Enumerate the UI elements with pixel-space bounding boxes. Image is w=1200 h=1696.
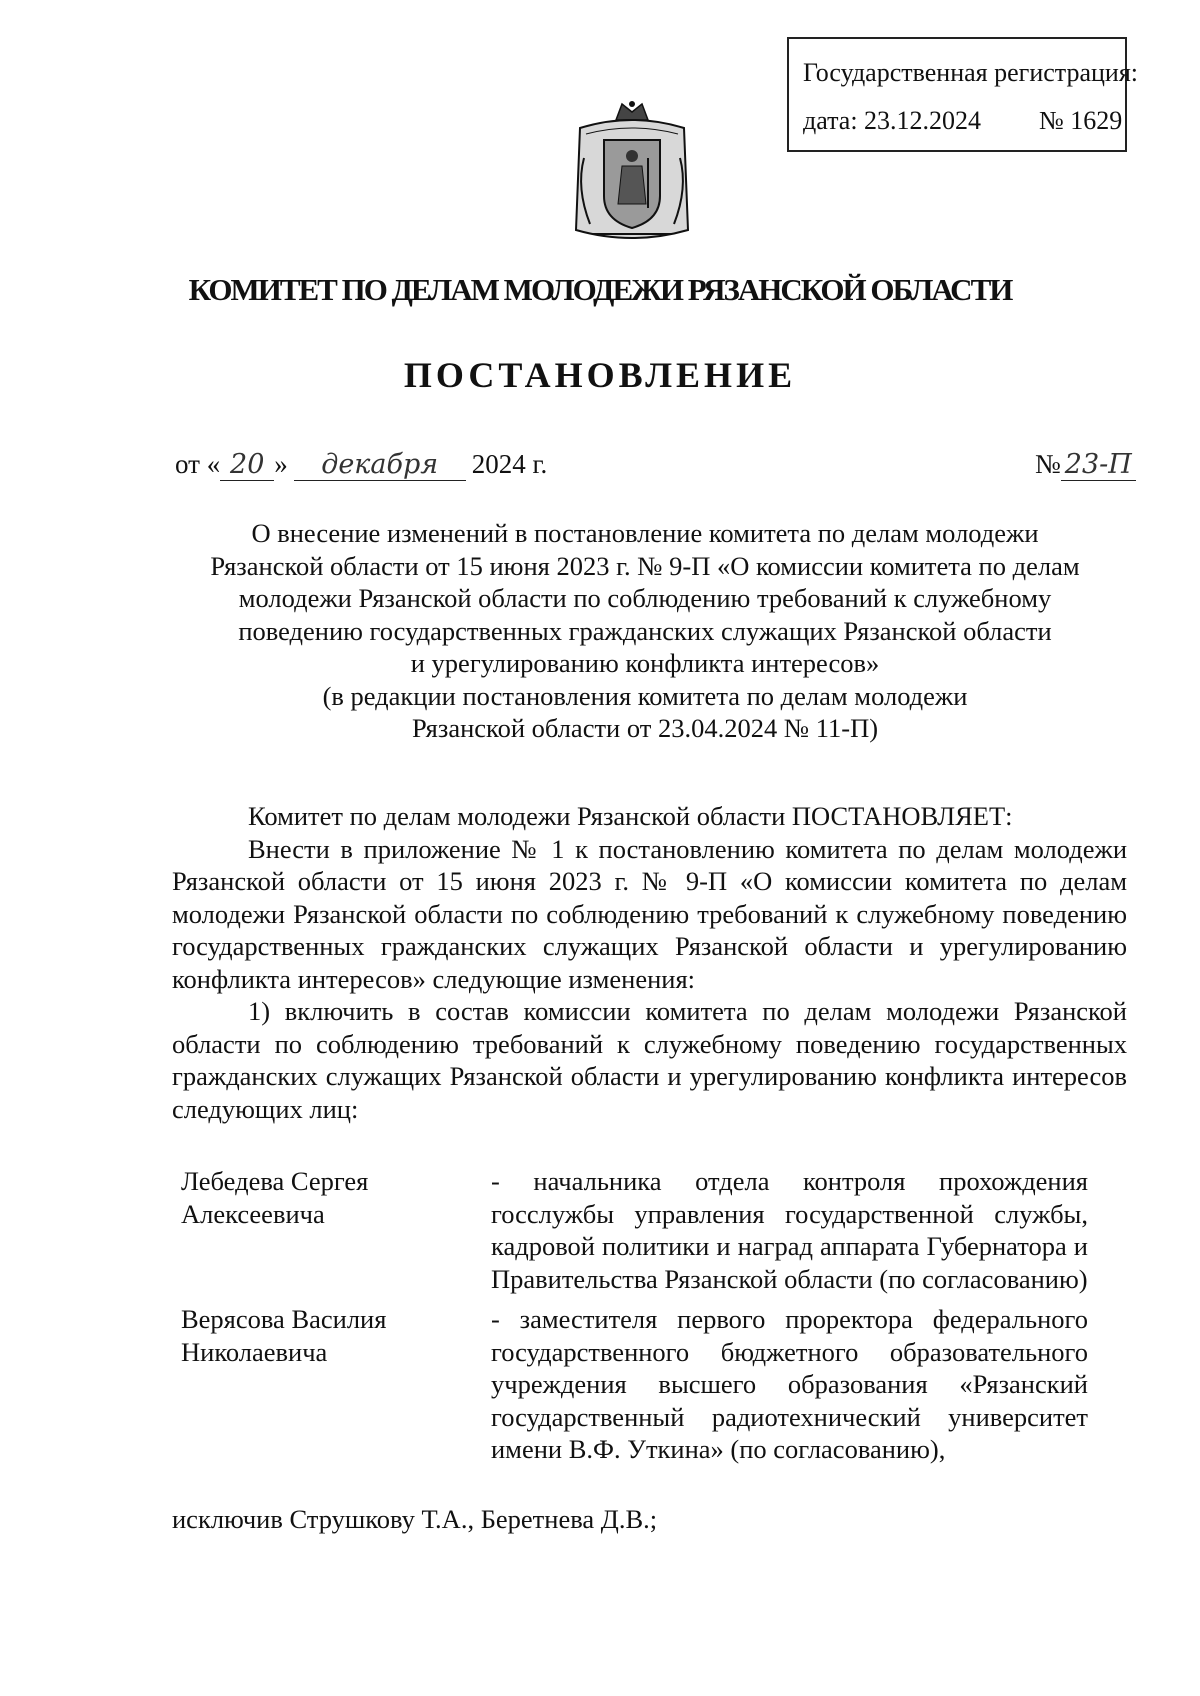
registration-number: № 1629: [1039, 106, 1123, 135]
number-prefix: №: [1035, 449, 1061, 479]
document-date: [175, 449, 547, 481]
member-entry: [181, 1165, 1127, 1295]
subject-line: и урегулированию конфликта интересов»: [410, 648, 880, 678]
date-prefix: от «: [175, 449, 221, 479]
intro-paragraph: Внести в приложение № 1 к постановлению комитета по делам молодежи Рязанской области от 15 июня 2023 г. № 9-П «О комиссии комитета по делам молодежи Рязанской области по соблюдению требований к служебному поведению государственных гражданских служащих Рязанской области и урегулированию конфликта интересов» следующие изменения:: [172, 833, 1127, 994]
ryazan-coat-of-arms-icon: [566, 98, 698, 248]
document-subject: [160, 517, 1130, 745]
member-name: [181, 1165, 481, 1295]
member-name-line: Лебедева Сергея: [181, 1166, 369, 1196]
member-entry: [181, 1303, 1127, 1466]
document-body: [172, 800, 1127, 1125]
member-name-line: Алексеевича: [181, 1198, 325, 1229]
registration-stamp: [787, 37, 1139, 152]
subject-line: Рязанской области от 23.04.2024 № 11-П): [411, 713, 879, 743]
members-list: [181, 1165, 1127, 1466]
date-day: 20: [220, 449, 274, 481]
document-number: [1035, 449, 1136, 481]
member-role: - заместителя первого проректора федерального государственного бюджетного образовательного учреждения высшего образования «Рязанский государственный радиотехнический университет имени В.Ф. Уткина» (по согласованию),: [491, 1304, 1088, 1464]
document-type: ПОСТАНОВЛЕНИЕ: [403, 355, 797, 395]
committee-name: КОМИТЕТ ПО ДЕЛАМ МОЛОДЕЖИ РЯЗАНСКОЙ ОБЛАСТИ: [188, 272, 1012, 307]
closing-line: исключив Струшкову Т.А., Беретнева Д.В.;: [172, 1504, 658, 1534]
resolves-line: Комитет по делам молодежи Рязанской области ПОСТАНОВЛЯЕТ:: [248, 801, 1013, 831]
date-mid: »: [274, 449, 288, 479]
subject-line: О внесение изменений в постановление комитета по делам молодежи: [251, 518, 1039, 548]
number-value: 23-П: [1061, 449, 1136, 481]
subject-line: поведению государственных гражданских служащих Рязанской области: [238, 615, 1052, 646]
date-month: декабря: [294, 449, 466, 481]
registration-date: дата: 23.12.2024: [803, 106, 982, 135]
item-1-paragraph: 1) включить в состав комиссии комитета по делам молодежи Рязанской области по соблюдению требований к служебному поведению государственных гражданских служащих Рязанской области и урегулированию конфликта интересов следующих лиц:: [172, 996, 1127, 1124]
subject-line: молодежи Рязанской области по соблюдению требований к служебному: [238, 583, 1052, 613]
registration-title: Государственная регистрация:: [803, 58, 1139, 87]
member-name-line: Верясова Василия: [181, 1304, 387, 1334]
subject-line: Рязанской области от 15 июня 2023 г. № 9-П «О комиссии комитета по делам: [210, 550, 1080, 581]
date-year: 2024 г.: [471, 449, 548, 479]
member-name: [181, 1303, 481, 1466]
subject-line: (в редакции постановления комитета по делам молодежи: [322, 680, 968, 711]
member-role: - начальника отдела контроля прохождения госслужбы управления государственной службы, кадровой политики и наград аппарата Губернатора и Правительства Рязанской области (по согласованию): [491, 1166, 1088, 1294]
member-name-line: Николаевича: [181, 1336, 328, 1367]
